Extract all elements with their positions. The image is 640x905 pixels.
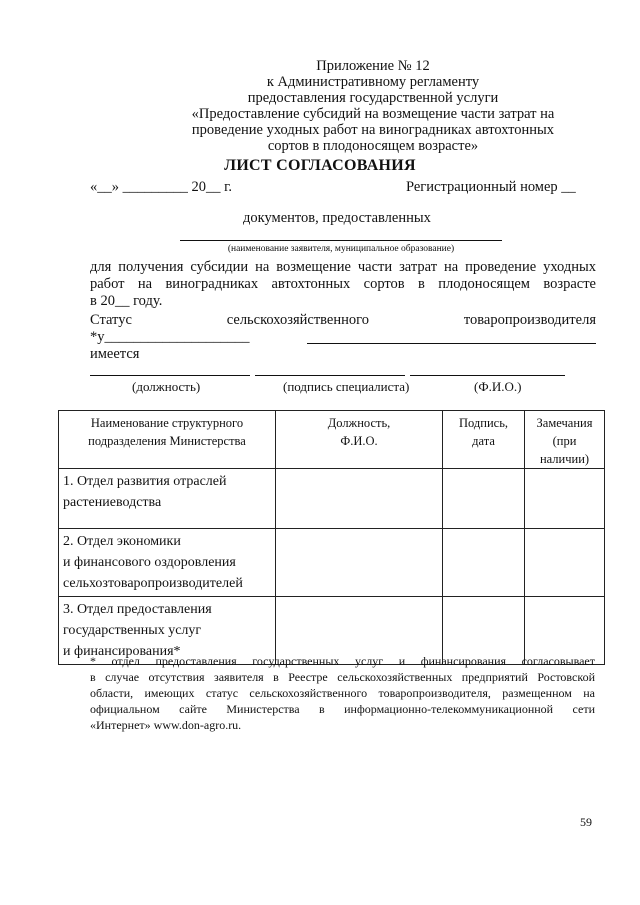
annex-line-5: проведение уходных работ на виноградниках автохтонных: [191, 122, 555, 138]
footnote-line-3: области, имеющих статус сельскохозяйственного товаропроизводителя, размещенном на: [90, 686, 595, 700]
status-row: [90, 312, 596, 329]
document-title: ЛИСТ СОГЛАСОВАНИЯ: [224, 157, 416, 174]
department-line: 1. Отдел развития отраслей: [63, 474, 227, 489]
signature-caption: (подпись специалиста): [283, 379, 410, 394]
department-line: 3. Отдел предоставления: [63, 602, 212, 617]
position-line: [90, 375, 250, 376]
annex-line-6: сортов в плодоносящем возрасте»: [267, 138, 479, 154]
name-caption: (Ф.И.О.): [474, 379, 522, 394]
department-line: растениеводства: [63, 495, 162, 510]
department-line: сельхозтоваропроизводителей: [63, 576, 243, 591]
approval-table: [58, 410, 605, 665]
department-line: и финансирования*: [63, 644, 181, 659]
signature-date-cell[interactable]: [443, 529, 525, 597]
header-remarks: Замечания (при наличии): [525, 411, 605, 469]
status-word-2: сельскохозяйственного: [226, 312, 369, 328]
position-caption: (должность): [132, 379, 201, 394]
signature-date-cell[interactable]: [443, 469, 525, 529]
annex-header: [150, 58, 596, 154]
page-number: 59: [580, 815, 592, 829]
department-line: и финансового оздоровления: [63, 555, 236, 570]
status-u-line: *у____________________: [90, 329, 250, 345]
purpose-line-1: для получения субсидии на возмещение части затрат на проведение уходных: [90, 259, 596, 275]
position-name-cell[interactable]: [276, 469, 443, 529]
remarks-cell[interactable]: [525, 469, 605, 529]
footnote-line-5: «Интернет» www.don-agro.ru.: [90, 718, 242, 732]
header-position-name: Должность, Ф.И.О.: [276, 411, 443, 469]
signature-line: [255, 375, 405, 376]
department-cell: [59, 469, 276, 529]
annex-line-4: «Предоставление субсидий на возмещение части затрат на: [191, 106, 555, 122]
purpose-line-2: работ на виноградниках автохтонных сортов в плодоносящем возрасте: [90, 276, 596, 292]
name-line: [410, 375, 565, 376]
purpose-line-3: в 20__ году.: [90, 293, 163, 309]
department-cell: [59, 529, 276, 597]
status-word-1: Статус: [90, 312, 132, 328]
footnote-line-1: * отдел предоставления государственных услуг и финансирования согласовывает: [90, 654, 595, 668]
table-row: [59, 529, 605, 597]
footnote-line-2: в случае отсутствия заявителя в Реестре сельскохозяйственных предприятий Ростовской: [90, 670, 595, 684]
status-has: имеется: [90, 346, 140, 362]
status-word-3: товаропроизводителя: [463, 312, 596, 328]
documents-text: документов, предоставленных: [243, 210, 431, 226]
table-row: [59, 469, 605, 529]
position-name-cell[interactable]: [276, 529, 443, 597]
header-signature-date: Подпись, дата: [443, 411, 525, 469]
department-line: 2. Отдел экономики: [63, 534, 181, 549]
table-header-row: [59, 411, 605, 469]
department-line: государственных услуг: [63, 623, 202, 638]
date-line: «__» _________ 20__ г.: [90, 179, 233, 195]
annex-line-3: предоставления государственной услуги: [247, 90, 499, 106]
header-department: Наименование структурного подразделения Министерства: [59, 411, 276, 469]
annex-line-2: к Административному регламенту: [266, 74, 480, 90]
annex-line-1: Приложение № 12: [316, 58, 430, 74]
footnote: [90, 653, 595, 733]
remarks-cell[interactable]: [525, 529, 605, 597]
status-blank-line: [307, 343, 596, 344]
applicant-line: [180, 240, 502, 241]
footnote-line-4: официальном сайте Министерства в информационно-телекоммуникационной сети: [90, 702, 595, 716]
registration-number: Регистрационный номер __: [406, 179, 576, 195]
applicant-caption: (наименование заявителя, муниципальное образование): [227, 244, 455, 254]
